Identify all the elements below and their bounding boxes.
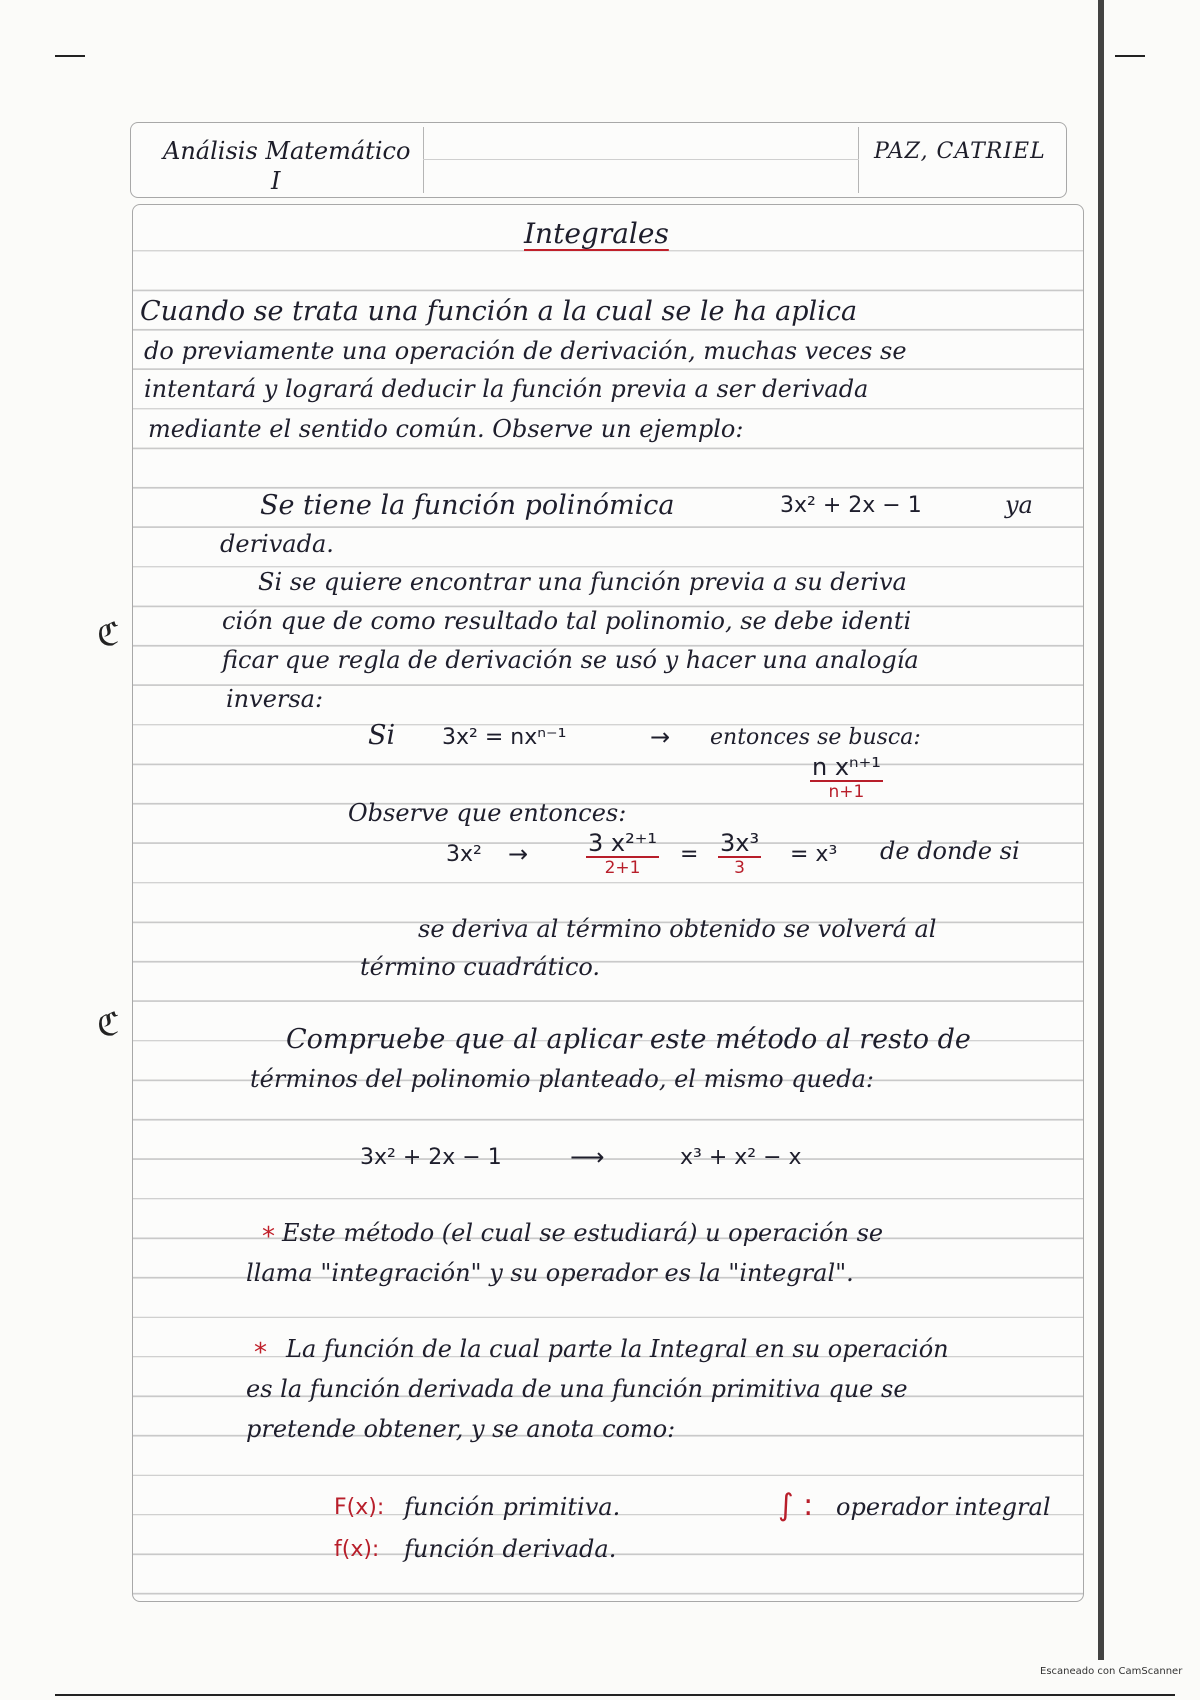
binder-ring-icon: ℭ: [97, 615, 120, 653]
check-line-1: Compruebe que al aplicar este método al resto de: [286, 1024, 971, 1055]
observe-arrow: →: [508, 840, 529, 868]
observe-fraction-1-numerator: 3 x²⁺¹: [588, 829, 658, 857]
observe-result: = x³: [790, 842, 838, 867]
corner-mark-right: [1115, 55, 1145, 57]
intro-line-4: mediante el sentido común. Observe un ejemplo:: [148, 415, 744, 443]
note-2-line-1: La función de la cual parte la Integral en su operación: [286, 1335, 949, 1363]
page-title: Integrales: [524, 217, 669, 250]
legend-f-text: función derivada.: [404, 1535, 617, 1563]
observe-line-3: término cuadrático.: [360, 953, 601, 981]
observe-fraction-2-numerator: 3x³: [720, 829, 760, 857]
observe-de-donde: de donde si: [880, 837, 1020, 865]
header-card: [130, 122, 1067, 198]
observe-fraction-2: [718, 830, 761, 878]
note-1-line-2: llama "integración" y su operador es la "integral".: [246, 1259, 854, 1287]
check-rhs: x³ + x² − x: [680, 1145, 802, 1170]
rule-arrow: →: [650, 723, 671, 751]
observe-line-2: se deriva al término obtenido se volverá al: [418, 915, 937, 943]
observe-equals: =: [680, 842, 699, 867]
subject-name: Análisis Matemático: [163, 137, 411, 165]
note-1-star-icon: *: [262, 1222, 275, 1252]
author-name: PAZ, CATRIEL: [874, 139, 1046, 164]
corner-mark-left: [55, 55, 85, 57]
rule-fraction: [810, 754, 883, 802]
example-line-4: ción que de como resultado tal polinomio, se debe identi: [222, 607, 912, 635]
legend-F-symbol: F(x):: [334, 1495, 385, 1520]
note-2-line-3: pretende obtener, y se anota como:: [246, 1415, 676, 1443]
intro-line-3: intentará y logrará deducir la función previa a ser derivada: [144, 375, 869, 403]
check-arrow: ⟶: [570, 1143, 605, 1171]
example-line-3: Si se quiere encontrar una función previa a su deriva: [258, 568, 907, 596]
header-divider-left: [423, 127, 424, 193]
example-line-6: inversa:: [226, 685, 324, 713]
observe-lhs: 3x²: [446, 842, 482, 867]
rule-then: entonces se busca:: [710, 725, 921, 750]
rule-equation: 3x² = nxⁿ⁻¹: [442, 725, 567, 750]
observe-fraction-1-denominator: 2+1: [604, 858, 641, 878]
legend-F-text: función primitiva.: [404, 1493, 621, 1521]
example-polynomial: 3x² + 2x − 1: [780, 493, 922, 518]
legend-integral-symbol: ∫ :: [778, 1488, 814, 1523]
observe-label: Observe que entonces:: [348, 799, 627, 827]
header-divider-right: [858, 127, 859, 193]
example-line-5: ficar que regla de derivación se usó y hacer una analogía: [222, 646, 919, 674]
legend-integral-text: operador integral: [836, 1493, 1051, 1521]
bottom-rule: [55, 1694, 1175, 1696]
scanner-watermark: Escaneado con CamScanner: [1040, 1666, 1183, 1677]
intro-line-2: do previamente una operación de derivación, muchas veces se: [144, 337, 907, 365]
check-line-2: términos del polinomio planteado, el mismo queda:: [250, 1065, 874, 1093]
check-lhs: 3x² + 2x − 1: [360, 1145, 502, 1170]
subject-number: I: [271, 167, 281, 195]
example-line-1-end: ya: [1005, 491, 1033, 519]
header-guide-line: [423, 159, 859, 160]
page-edge-shadow: [1098, 0, 1104, 1660]
intro-line-1: Cuando se trata una función a la cual se le ha aplica: [140, 296, 858, 327]
rule-fraction-numerator: n xⁿ⁺¹: [812, 753, 881, 781]
observe-fraction-2-denominator: 3: [734, 858, 745, 878]
example-line-2: derivada.: [220, 530, 334, 558]
note-2-line-2: es la función derivada de una función primitiva que se: [246, 1375, 908, 1403]
rule-si: Si: [368, 720, 396, 751]
binder-ring-icon: ℭ: [97, 1005, 120, 1043]
example-line-1: Se tiene la función polinómica: [260, 490, 675, 521]
legend-f-symbol: f(x):: [334, 1537, 380, 1562]
rule-fraction-denominator: n+1: [828, 782, 865, 802]
note-2-star-icon: *: [254, 1338, 267, 1368]
observe-fraction-1: [586, 830, 659, 878]
note-1-line-1: Este método (el cual se estudiará) u operación se: [282, 1219, 884, 1247]
